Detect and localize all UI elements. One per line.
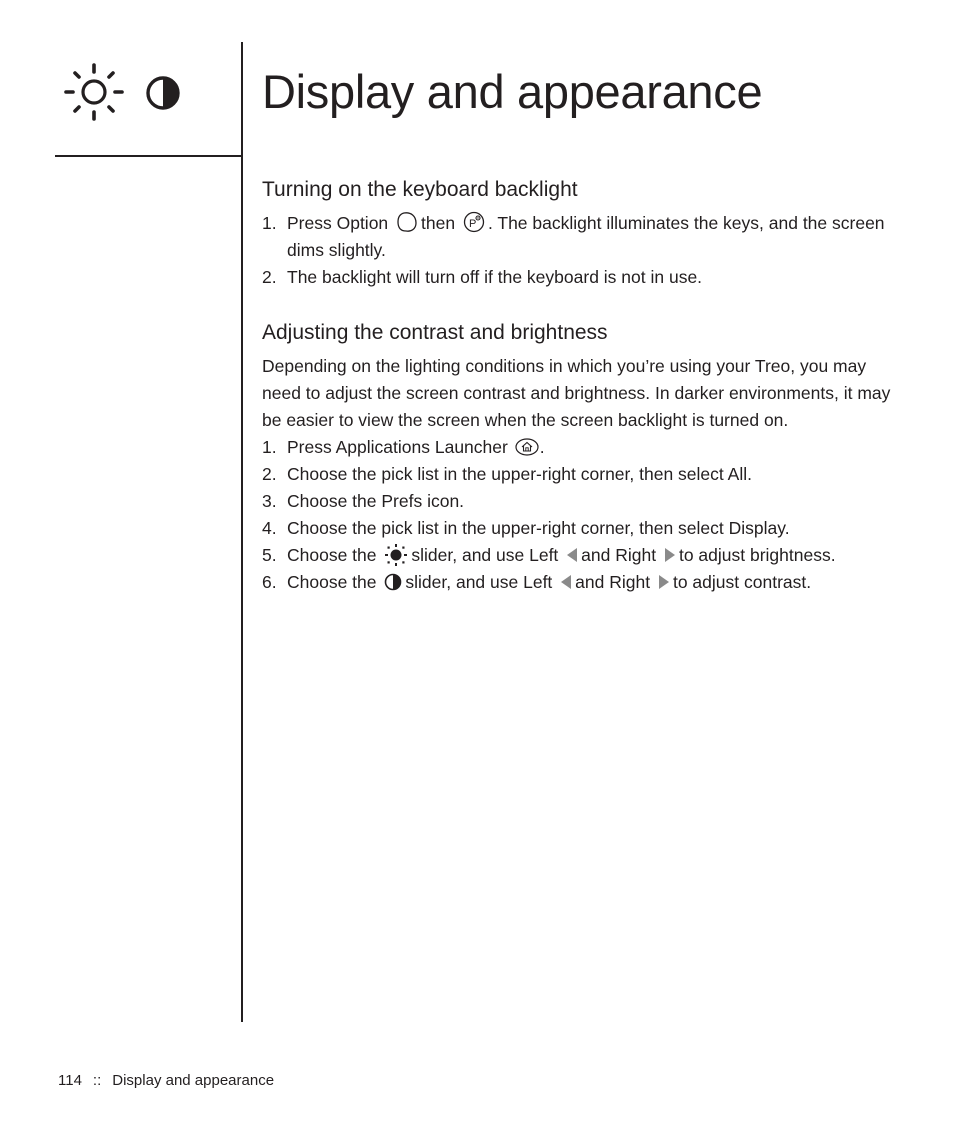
main-content — [262, 170, 902, 596]
vertical-divider — [241, 42, 243, 1022]
list-item: 2. Choose the pick list in the upper-right corner, then select All. — [262, 461, 902, 488]
brightness-icon — [63, 62, 125, 122]
steps-list — [262, 210, 902, 291]
horizontal-divider — [55, 155, 243, 157]
step-number: 2. — [262, 267, 277, 287]
list-item: 5. Choose the slider, and use Left and Right to adjust brightness. — [262, 542, 902, 569]
step-number: 5. — [262, 545, 277, 565]
step-number: 4. — [262, 518, 277, 538]
right-arrow-icon — [658, 574, 670, 590]
list-item: 1. Press Option then P . The backlight illuminates the keys, and the screen dims slightly. — [262, 210, 902, 264]
section-keyboard-backlight — [262, 170, 902, 291]
home-key-icon — [515, 438, 539, 456]
chapter-icons — [63, 62, 188, 124]
section-heading: Turning on the keyboard backlight — [262, 178, 578, 201]
contrast-slider-icon — [384, 573, 402, 591]
step-number: 2. — [262, 464, 277, 484]
brightness-slider-icon — [384, 543, 408, 567]
step-number: 1. — [262, 213, 277, 233]
list-item: 3. Choose the Prefs icon. — [262, 488, 902, 515]
section-intro: Depending on the lighting conditions in which you’re using your Treo, you may need to adjust the screen contrast and brightness. In darker environments, it may be easier to view the screen when the screen backlight is turned on. — [262, 356, 891, 430]
p-key-icon — [463, 211, 485, 233]
footer-section-title: Display and appearance — [112, 1072, 275, 1089]
step-number: 3. — [262, 491, 277, 511]
step-number: 1. — [262, 437, 277, 457]
option-key-icon — [396, 211, 418, 233]
page-number: 114 — [58, 1072, 82, 1089]
contrast-icon — [145, 75, 181, 111]
list-item: 1. Press Applications Launcher . — [262, 434, 902, 461]
steps-list — [262, 434, 902, 596]
svg-text:P: P — [468, 218, 477, 230]
page-footer — [58, 1071, 274, 1091]
section-contrast-brightness — [262, 313, 902, 596]
section-heading: Adjusting the contrast and brightness — [262, 321, 608, 344]
list-item: 6. Choose the slider, and use Left and Right to adjust contrast. — [262, 569, 902, 596]
page-title: Display and appearance — [262, 65, 763, 118]
list-item: 4. Choose the pick list in the upper-right corner, then select Display. — [262, 515, 902, 542]
left-arrow-icon — [560, 574, 572, 590]
step-number: 6. — [262, 572, 277, 592]
footer-separator: :: — [92, 1072, 102, 1089]
list-item: 2. The backlight will turn off if the keyboard is not in use. — [262, 264, 902, 291]
right-arrow-icon — [664, 547, 676, 563]
left-arrow-icon — [566, 547, 578, 563]
